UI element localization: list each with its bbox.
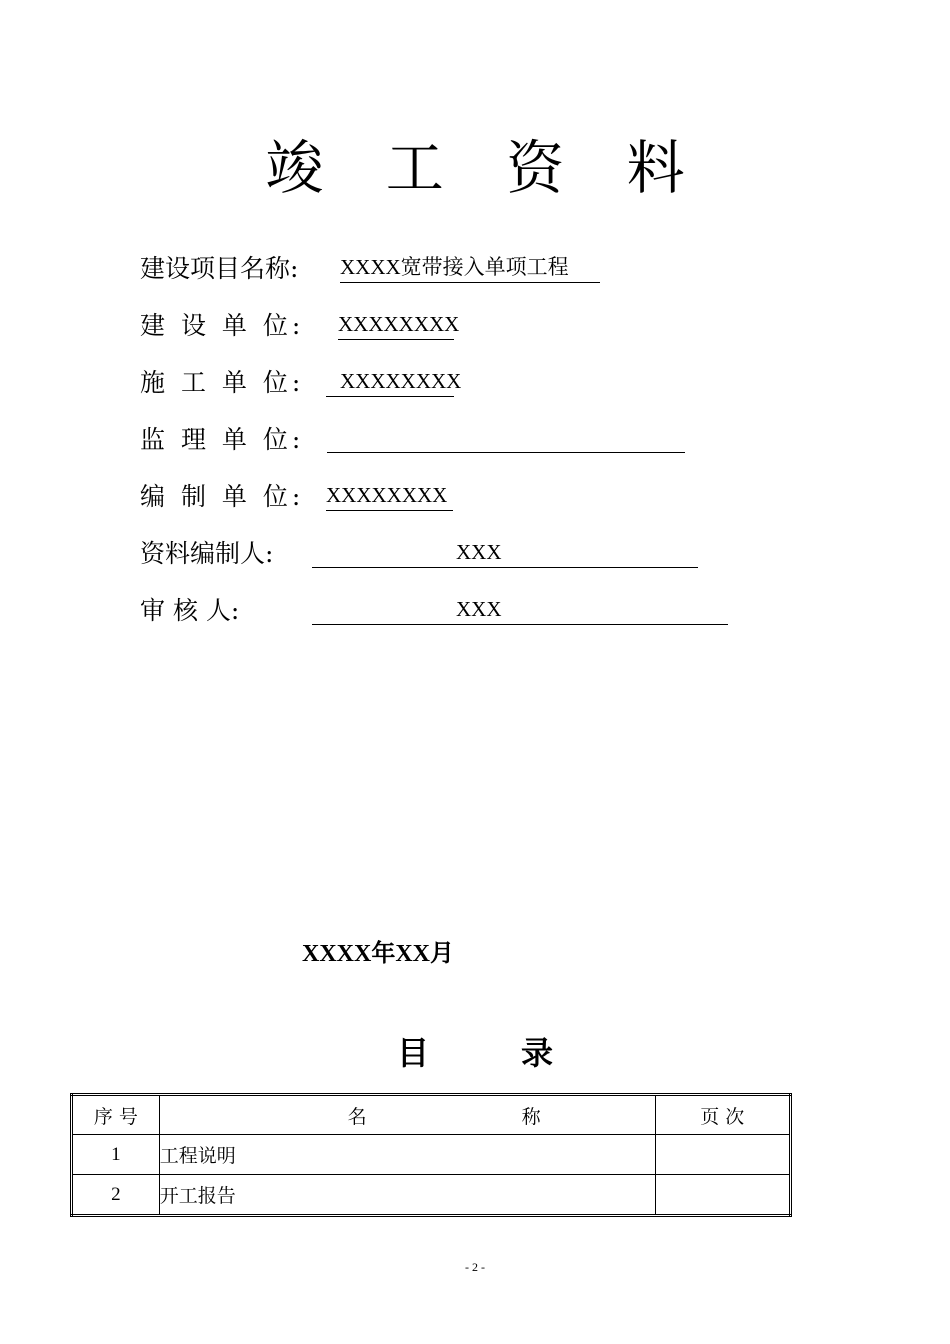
toc-title <box>0 1030 950 1076</box>
toc-header-page: 页 次 <box>655 1095 790 1135</box>
page-number: - 2 - <box>465 1260 485 1274</box>
field-label-construction-unit: 建 设 单 位: <box>140 311 305 340</box>
document-title: 竣 工 资 料 <box>265 134 707 202</box>
toc-row-seq: 1 <box>72 1135 160 1175</box>
field-value-builder-unit: XXXXXXXX <box>326 366 454 397</box>
toc-row-page <box>655 1175 790 1216</box>
field-label-reviewer: 审 核 人: <box>140 596 240 625</box>
field-label-project-name: 建设项目名称: <box>140 254 299 283</box>
toc-header-row <box>72 1095 791 1135</box>
field-value-project-name: XXXX宽带接入单项工程 <box>340 252 600 283</box>
field-label-compiler: 资料编制人: <box>140 539 274 568</box>
field-value-construction-unit: XXXXXXXX <box>338 309 454 340</box>
toc-header-name-a: 名 <box>347 1105 367 1128</box>
toc-header-name-b: 称 <box>521 1105 541 1128</box>
toc-title-right: 录 <box>521 1034 554 1072</box>
toc-table <box>70 1093 792 1217</box>
toc-row-seq: 2 <box>72 1175 160 1216</box>
field-value-reviewer: XXX <box>312 594 728 625</box>
toc-row-page <box>655 1135 790 1175</box>
field-value-compiling-unit: XXXXXXXX <box>326 480 453 511</box>
table-row <box>72 1175 791 1216</box>
toc-title-left: 目 <box>396 1034 429 1072</box>
toc-header-seq: 序 号 <box>72 1095 160 1135</box>
document-date: XXXX年XX月 <box>302 941 454 967</box>
toc-row-name: 开工报告 <box>159 1175 655 1216</box>
field-value-compiler: XXX <box>312 537 698 568</box>
toc-row-name: 工程说明 <box>159 1135 655 1175</box>
field-label-supervision-unit: 监 理 单 位: <box>140 425 305 454</box>
toc-header-name <box>159 1095 655 1135</box>
table-row <box>72 1135 791 1175</box>
field-label-builder-unit: 施 工 单 位: <box>140 368 305 397</box>
field-value-supervision-unit <box>327 423 685 453</box>
field-label-compiling-unit: 编 制 单 位: <box>140 482 305 511</box>
